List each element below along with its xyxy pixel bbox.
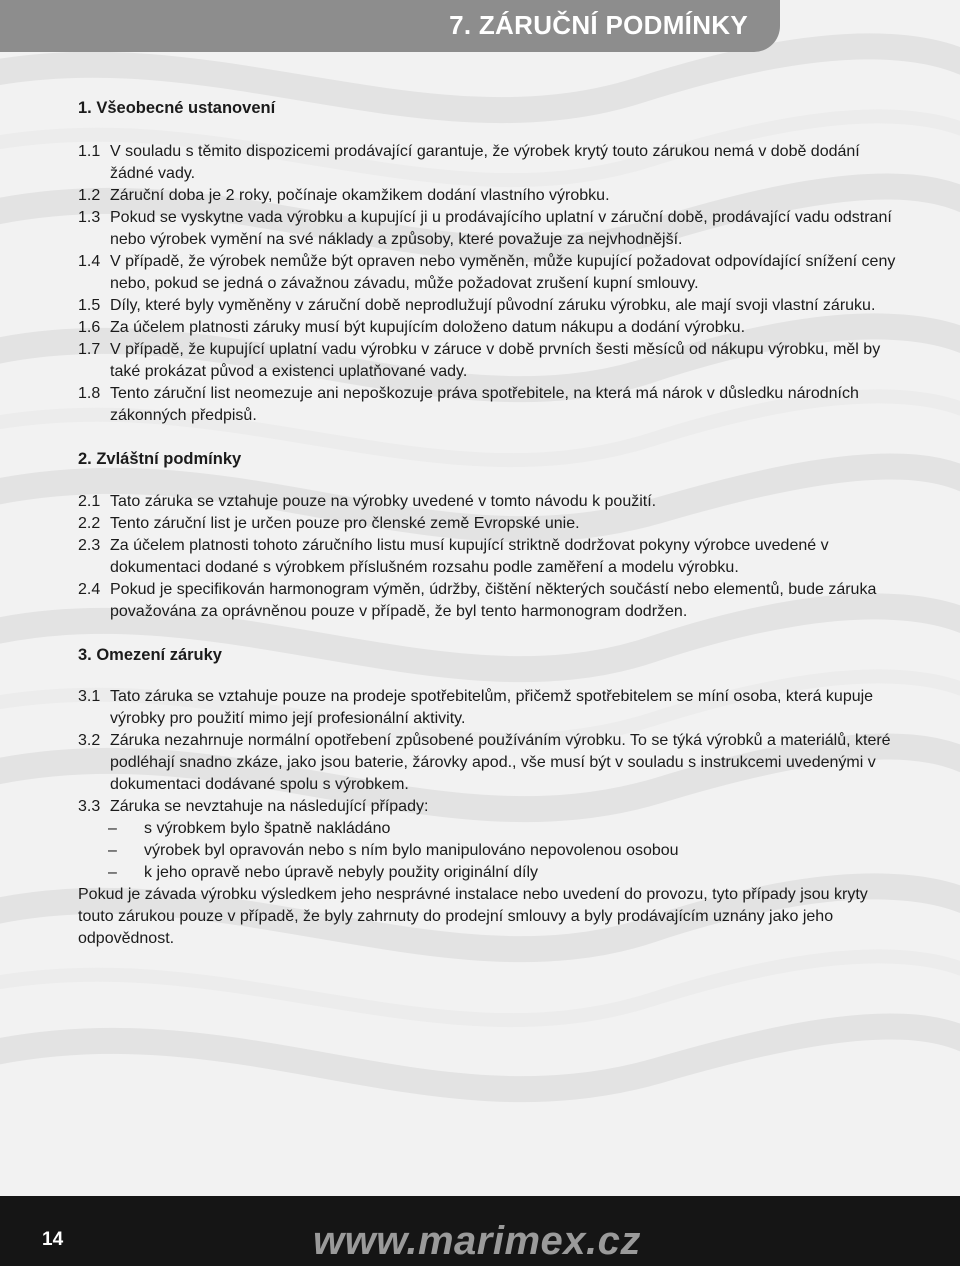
dash-mark: – xyxy=(108,820,117,837)
page-footer xyxy=(0,1196,960,1266)
section-title: 7. ZÁRUČNÍ PODMÍNKY xyxy=(449,10,748,40)
clause-text: Pokud je specifikován harmonogram výměn, údržby, čištění některých součástí nebo elementů, bude záruka považována za oprávněnou pouze v případě, že byl tento harmonogram dodržen. xyxy=(110,581,877,620)
clause-text: Tento záruční list je určen pouze pro členské země Evropské unie. xyxy=(110,515,580,532)
closing-paragraph: Pokud je závada výrobku výsledkem jeho nesprávné instalace nebo uvedení do provozu, tyto případy jsou kryty touto zárukou pouze v případě, že byly zahrnuty do prodejní smlouvy a byly prodávajícím uznány jako jeho odpovědnost. xyxy=(78,886,868,947)
clause-text: Tato záruka se vztahuje pouze na prodeje spotřebitelům, přičemž spotřebitelem se míní osoba, která kupuje výrobky pro použití mimo její profesionální aktivity. xyxy=(110,688,874,727)
clause-number: 2.2 xyxy=(78,515,101,532)
clause-number: 1.8 xyxy=(78,385,101,402)
clause-item xyxy=(78,513,898,535)
dash-mark: – xyxy=(108,842,117,859)
clause-number: 1.1 xyxy=(78,143,101,160)
clause-item xyxy=(78,730,898,796)
clause-number: 1.2 xyxy=(78,187,101,204)
section-heading: 2. Zvláštní podmínky xyxy=(78,450,242,468)
clause-text: Díly, které byly vyměněny v záruční době neprodlužují původní záruku výrobku, ale mají svoji vlastní záruku. xyxy=(110,297,876,314)
clause-item xyxy=(78,491,898,513)
clause-number: 1.5 xyxy=(78,297,101,314)
section-heading: 3. Omezení záruky xyxy=(78,646,222,664)
clause-item xyxy=(78,295,898,317)
clause-number: 3.2 xyxy=(78,732,101,749)
exclusion-text: k jeho opravě nebo úpravě nebyly použity originální díly xyxy=(144,864,539,881)
clause-text: V případě, že výrobek nemůže být opraven nebo vyměněn, může kupující požadovat odpovídající snížení ceny nebo, pokud se jedná o závažnou závadu, může požadovat zrušení kupní smlouvy. xyxy=(110,253,896,292)
clause-item xyxy=(78,317,898,339)
website-url: www.marimex.cz xyxy=(313,1219,641,1263)
clause-number: 1.3 xyxy=(78,209,101,226)
page-number: 14 xyxy=(42,1229,64,1250)
clause-text: Za účelem platnosti záruky musí být kupujícím doloženo datum nákupu a dodání výrobku. xyxy=(110,319,746,336)
clause-number: 3.3 xyxy=(78,798,101,815)
clause-item xyxy=(78,686,898,730)
section-header-bar xyxy=(0,0,780,52)
clause-number: 1.7 xyxy=(78,341,101,358)
clause-number: 2.3 xyxy=(78,537,101,554)
clause-number: 3.1 xyxy=(78,688,101,705)
clause-text: V souladu s těmito dispozicemi prodávající garantuje, že výrobek krytý touto zárukou nemá v době dodání žádné vady. xyxy=(110,143,860,182)
clause-text: Záruční doba je 2 roky, počínaje okamžikem dodání vlastního výrobku. xyxy=(110,187,610,204)
clause-number: 2.4 xyxy=(78,581,101,598)
clause-item xyxy=(78,339,898,383)
clause-text: Záruka se nevztahuje na následující případy: xyxy=(110,798,429,815)
clause-item xyxy=(78,251,898,295)
exclusion-item xyxy=(78,840,898,862)
section-general xyxy=(78,97,898,427)
exclusion-item xyxy=(78,862,898,884)
exclusion-text: výrobek byl opravován nebo s ním bylo manipulováno nepovolenou osobou xyxy=(144,842,679,859)
clause-item xyxy=(78,383,898,427)
exclusion-item xyxy=(78,818,898,840)
clause-number: 1.6 xyxy=(78,319,101,336)
clause-item xyxy=(78,579,898,623)
exclusion-text: s výrobkem bylo špatně nakládáno xyxy=(144,820,391,837)
document-body xyxy=(78,97,898,950)
clause-text: Tato záruka se vztahuje pouze na výrobky uvedené v tomto návodu k použití. xyxy=(110,493,657,510)
section-heading: 1. Všeobecné ustanovení xyxy=(78,99,276,117)
clause-item xyxy=(78,185,898,207)
section-limitations xyxy=(78,644,898,950)
clause-text: V případě, že kupující uplatní vadu výrobku v záruce v době prvních šesti měsíců od nákupu výrobku, měl by také prokázat původ a existenci uplatňované vady. xyxy=(110,341,881,380)
clause-text: Tento záruční list neomezuje ani nepoškozuje práva spotřebitele, na která má nárok v důsledku národních zákonných předpisů. xyxy=(110,385,859,424)
section-special xyxy=(78,448,898,623)
clause-item xyxy=(78,141,898,185)
clause-text: Záruka nezahrnuje normální opotřebení způsobené používáním výrobku. To se týká výrobků a materiálů, které podléhají snadno zkáze, jako jsou baterie, žárovky apod., vše musí být v souladu s instrukcemi uvedenými v dokumentaci dodávané spolu s výrobkem. xyxy=(110,732,891,793)
clause-number: 2.1 xyxy=(78,493,101,510)
clause-item xyxy=(78,535,898,579)
clause-item xyxy=(78,207,898,251)
clause-item xyxy=(78,796,898,818)
clause-text: Za účelem platnosti tohoto záručního listu musí kupující striktně dodržovat pokyny výrobce uvedené v dokumentaci dodané s výrobkem příslušném rozsahu podle zaměření a modelu výrobku. xyxy=(110,537,829,576)
clause-text: Pokud se vyskytne vada výrobku a kupující ji u prodávajícího uplatní v záruční době, prodávající vadu odstraní nebo výrobek vymění na své náklady a způsoby, které považuje za nejvhodnější. xyxy=(110,209,892,248)
dash-mark: – xyxy=(108,864,117,881)
clause-number: 1.4 xyxy=(78,253,101,270)
